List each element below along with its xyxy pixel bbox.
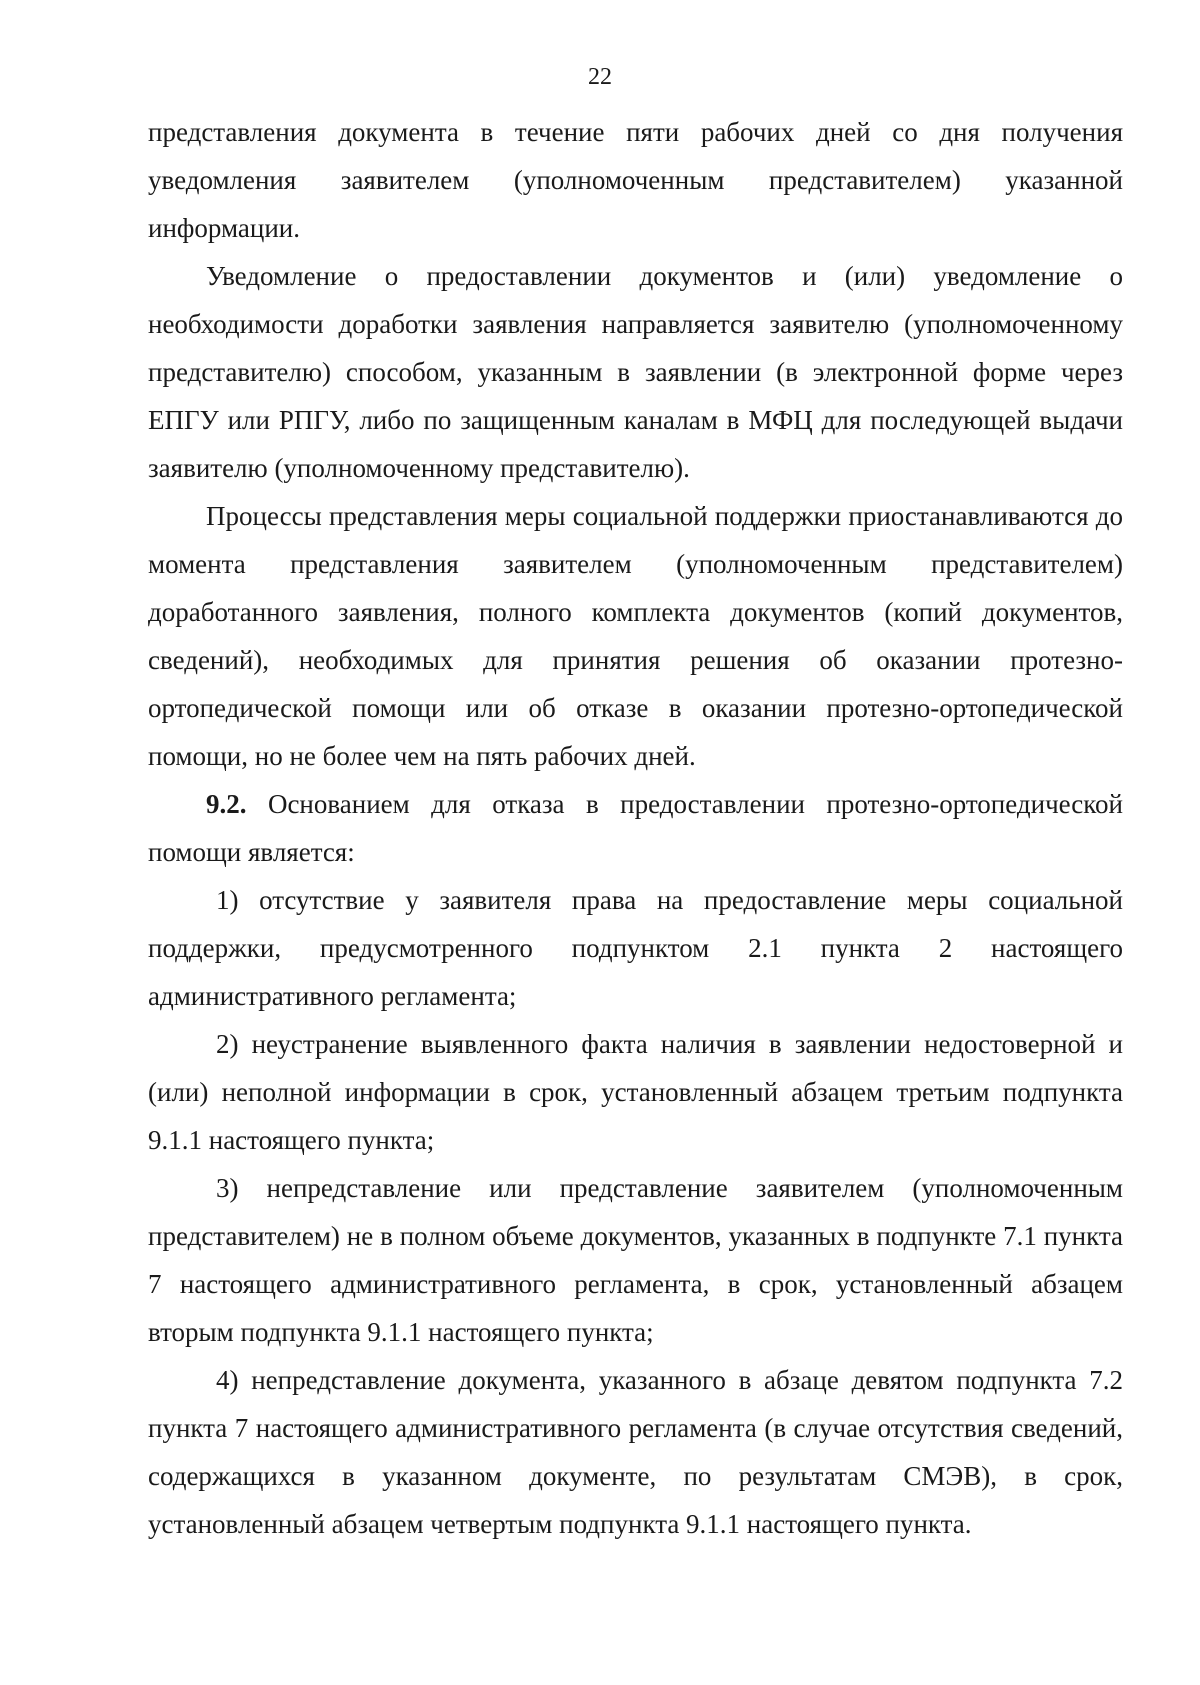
clause-number: 9.2. — [206, 789, 247, 819]
paragraph-refusal-grounds — [148, 780, 1123, 876]
list-item-1: 1) отсутствие у заявителя права на предоставление меры социальной поддержки, предусмотренного подпунктом 2.1 пункта 2 настоящего административного регламента; — [148, 885, 1123, 1011]
page-number: 22 — [588, 64, 612, 90]
list-item-3: 3) непредставление или представление заявителем (уполномоченным представителем) не в полном объеме документов, указанных в подпункте 7.1 пункта 7 настоящего административного регламента, в срок, установленный абзацем вторым подпункта 9.1.1 настоящего пункта; — [148, 1173, 1123, 1347]
paragraph-continuation: представления документа в течение пяти рабочих дней со дня получения уведомления заявителем (уполномоченным представителем) указанной информации. — [148, 117, 1123, 243]
document-body — [148, 108, 1123, 1548]
paragraph-suspension: Процессы представления меры социальной поддержки приостанавливаются до момента представления заявителем (уполномоченным представителем) доработанного заявления, полного комплекта документов (копий документов, сведений), необходимых для принятия решения об оказании протезно-ортопедической помощи или об отказе в оказании протезно-ортопедической помощи, но не более чем на пять рабочих дней. — [148, 501, 1123, 771]
list-item-2: 2) неустранение выявленного факта наличия в заявлении недостоверной и (или) неполной информации в срок, установленный абзацем третьим подпункта 9.1.1 настоящего пункта; — [148, 1029, 1123, 1155]
paragraph-notification: Уведомление о предоставлении документов и (или) уведомление о необходимости доработки заявления направляется заявителю (уполномоченному представителю) способом, указанным в заявлении (в электронной форме через ЕПГУ или РПГУ, либо по защищенным каналам в МФЦ для последующей выдачи заявителю (уполномоченному представителю). — [148, 261, 1123, 483]
clause-text: Основанием для отказа в предоставлении протезно-ортопедической помощи является: — [148, 789, 1123, 867]
list-item-4: 4) непредставление документа, указанного в абзаце девятом подпункта 7.2 пункта 7 настоящего административного регламента (в случае отсутствия сведений, содержащихся в указанном документе, по результатам СМЭВ), в срок, установленный абзацем четвертым подпункта 9.1.1 настоящего пункта. — [148, 1365, 1123, 1539]
